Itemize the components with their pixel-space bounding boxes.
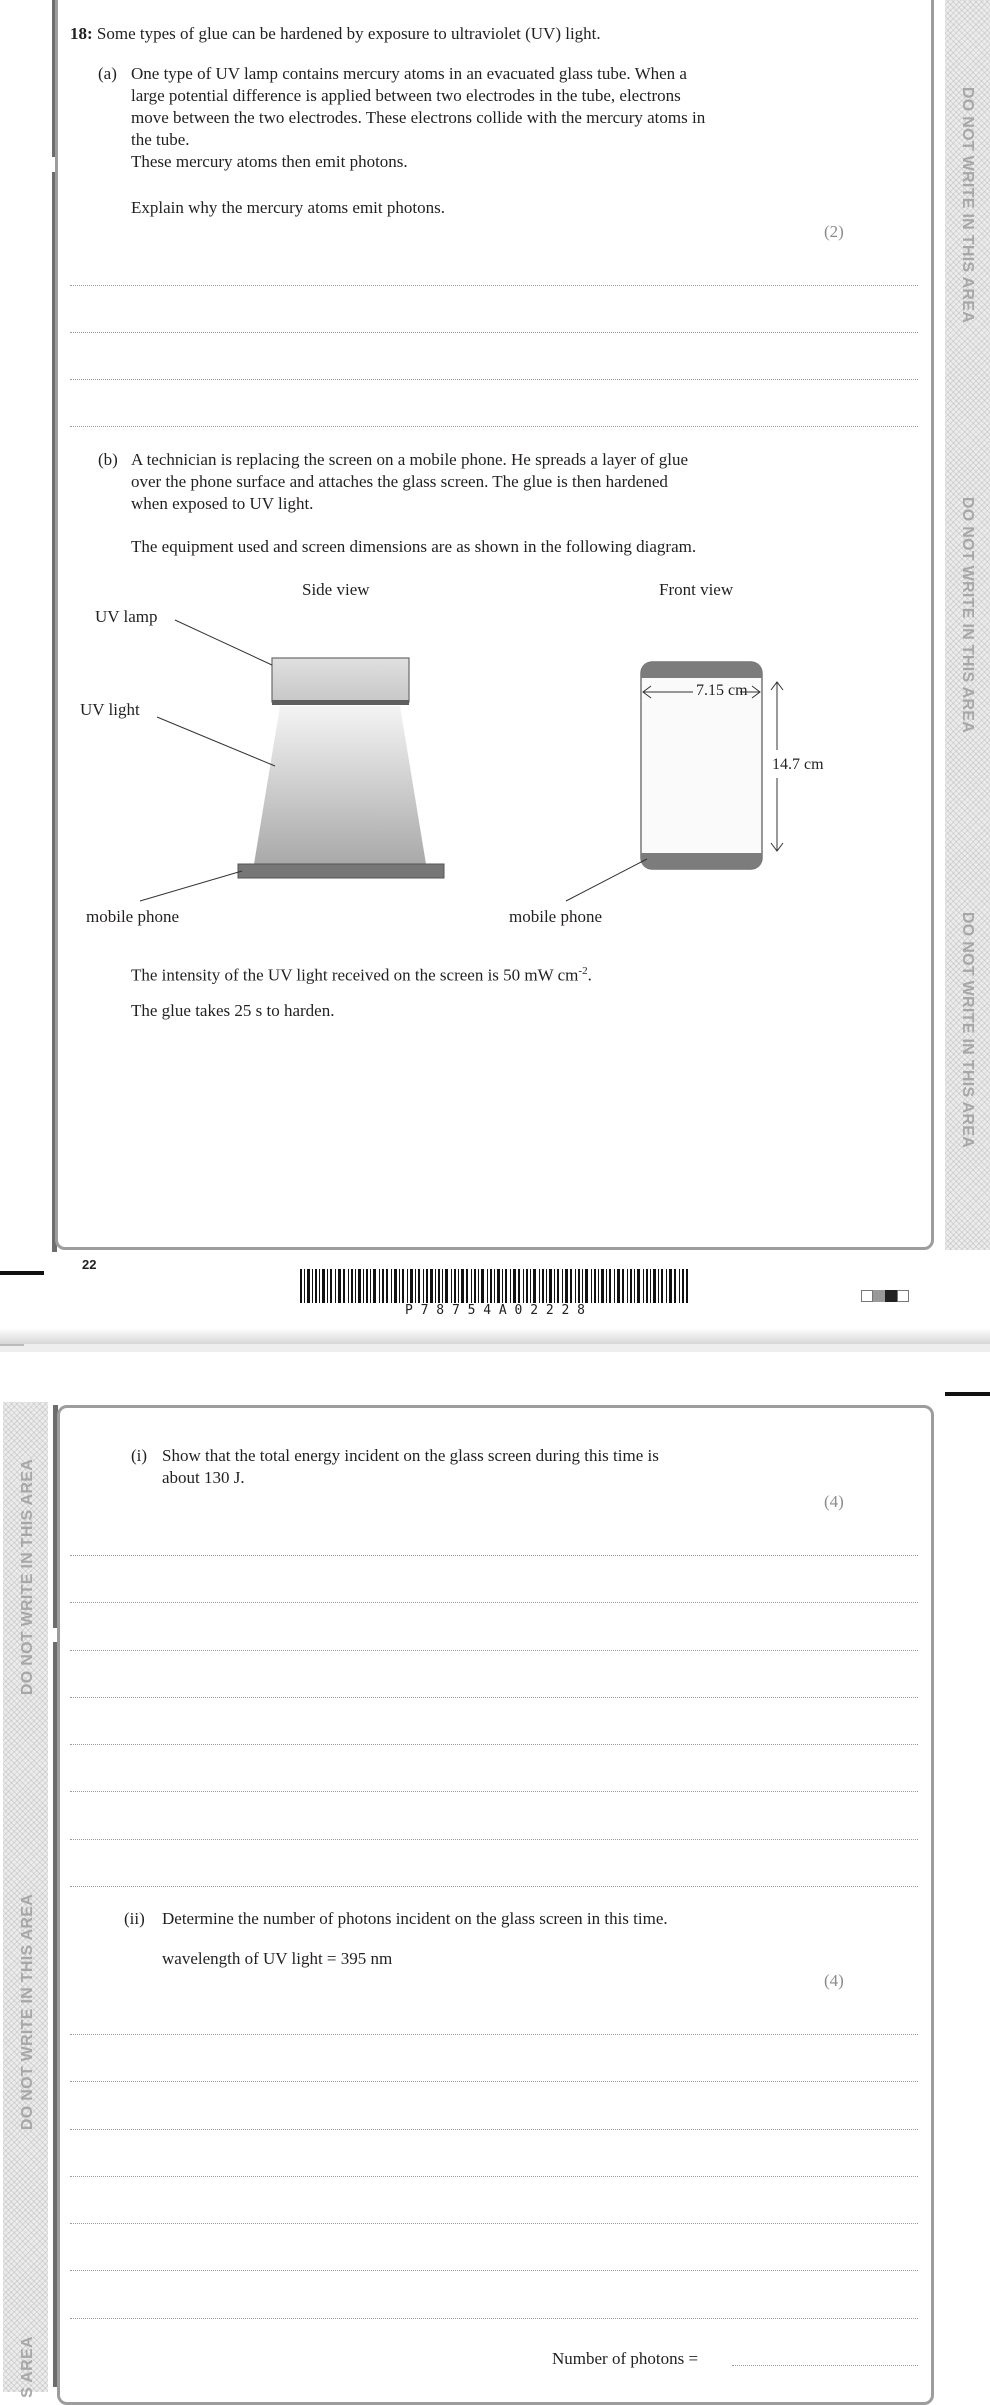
answer-line[interactable] (70, 2318, 918, 2319)
answer-line[interactable] (70, 2270, 918, 2271)
answer-line[interactable] (70, 1602, 918, 1603)
text-line: One type of UV lamp contains mercury atoms in an evacuated glass tube. When a (131, 64, 687, 83)
width-dimension-label: 7.15 cm (696, 682, 748, 699)
text-line: large potential difference is applied between two electrodes in the tube, electrons (131, 86, 681, 105)
leader-line (140, 871, 242, 901)
text-line: A technician is replacing the screen on a mobile phone. He spreads a layer of glue (131, 450, 689, 469)
part-ii-label: (ii) (124, 1909, 145, 1928)
number-of-photons-label: Number of photons = (552, 2349, 699, 2368)
answer-line[interactable] (70, 2034, 918, 2035)
part-i-text (162, 1445, 862, 1489)
part-ii-given: wavelength of UV light = 395 nm (162, 1949, 393, 1968)
part-a-instruction: Explain why the mercury atoms emit photons. (131, 198, 445, 217)
barcode-text: P 7 8 7 5 4 A 0 2 2 2 8 (404, 1303, 585, 1318)
uv-light-beam (254, 706, 426, 864)
answer-line[interactable] (70, 2129, 918, 2130)
do-not-write-label: DO NOT WRITE IN THIS AREA (959, 86, 976, 324)
barcode-bars (300, 1269, 688, 1303)
answer-line[interactable] (70, 1555, 918, 1556)
uv-lamp-shape (272, 658, 409, 702)
uv-light-label: UV light (80, 700, 140, 719)
diagram-intro: The equipment used and screen dimensions are as shown in the following diagram. (131, 537, 697, 556)
do-not-write-label: DO NOT WRITE IN THIS AREA (19, 1458, 36, 1696)
reg-square (873, 1290, 885, 1302)
uv-lamp-label: UV lamp (95, 607, 158, 626)
question-number: 18: (70, 24, 93, 43)
reg-square (885, 1290, 897, 1302)
height-dimension-label: 14.7 cm (772, 756, 824, 773)
intensity-statement (131, 960, 592, 987)
do-not-write-label: S AREA (19, 2336, 36, 2398)
mobile-phone-side (238, 864, 444, 878)
intensity-text: The intensity of the UV light received on the screen is 50 mW cm (131, 965, 579, 985)
text-line: the tube. (131, 130, 190, 149)
answer-line[interactable] (70, 1886, 918, 1887)
footer-marker (0, 1271, 44, 1275)
answer-line[interactable] (70, 2223, 918, 2224)
uv-lamp-base (272, 700, 409, 705)
exam-page-23 (0, 1355, 990, 2398)
part-b-label: (b) (98, 450, 118, 469)
text-line: about 130 J. (162, 1468, 245, 1487)
answer-line[interactable] (70, 379, 918, 380)
part-b-text (131, 449, 851, 515)
answer-line[interactable] (70, 426, 918, 427)
time-statement: The glue takes 25 s to harden. (131, 1001, 335, 1020)
answer-line[interactable] (70, 2176, 918, 2177)
answer-line[interactable] (70, 285, 918, 286)
leader-line (175, 620, 272, 665)
reg-square (897, 1290, 909, 1302)
phone-label-right: mobile phone (509, 907, 603, 926)
separator-tick (0, 1344, 24, 1346)
text-line: when exposed to UV light. (131, 494, 314, 513)
part-a-marks: (2) (824, 222, 844, 241)
part-a-text (131, 63, 851, 173)
do-not-write-strip (945, 0, 990, 1250)
answer-line[interactable] (70, 332, 918, 333)
part-i-marks: (4) (824, 1492, 844, 1511)
phone-label-left: mobile phone (86, 907, 180, 926)
phone-bottom-bezel (641, 853, 762, 869)
part-i-label: (i) (131, 1446, 148, 1465)
number-of-photons-answer-field[interactable] (732, 2365, 918, 2366)
leader-line (566, 859, 647, 901)
part-ii-marks: (4) (824, 1971, 844, 1990)
page-separator (0, 1328, 990, 1344)
answer-line[interactable] (70, 1744, 918, 1745)
intensity-end: . (587, 965, 592, 985)
top-marker (945, 1392, 990, 1396)
answer-line[interactable] (70, 2081, 918, 2082)
answer-line[interactable] (70, 1839, 918, 1840)
leader-line (157, 717, 275, 766)
do-not-write-label: DO NOT WRITE IN THIS AREA (959, 496, 976, 734)
barcode (300, 1269, 690, 1303)
part-a-label: (a) (98, 64, 117, 83)
question-intro (70, 23, 601, 45)
phone-top-bezel (641, 662, 762, 678)
do-not-write-label: DO NOT WRITE IN THIS AREA (959, 911, 976, 1149)
text-line: These mercury atoms then emit photons. (131, 152, 408, 171)
intensity-exponent: -2 (578, 965, 588, 977)
text-line: move between the two electrodes. These electrons collide with the mercury atoms in (131, 108, 706, 127)
page-number: 22 (82, 1257, 97, 1272)
question-intro-text: Some types of glue can be hardened by exposure to ultraviolet (UV) light. (96, 24, 601, 43)
do-not-write-label: DO NOT WRITE IN THIS AREA (19, 1893, 36, 2131)
text-line: Show that the total energy incident on the glass screen during this time is (162, 1446, 659, 1465)
page-gap (0, 1344, 990, 1352)
part-ii-text: Determine the number of photons incident on the glass screen in this time. (162, 1909, 668, 1928)
side-view-title: Side view (302, 580, 370, 599)
answer-line[interactable] (70, 1697, 918, 1698)
answer-line[interactable] (70, 1791, 918, 1792)
front-view-title: Front view (659, 580, 734, 599)
reg-square (861, 1290, 873, 1302)
answer-line[interactable] (70, 1650, 918, 1651)
do-not-write-strip (3, 1402, 48, 2398)
text-line: over the phone surface and attaches the glass screen. The glue is then hardened (131, 472, 668, 491)
